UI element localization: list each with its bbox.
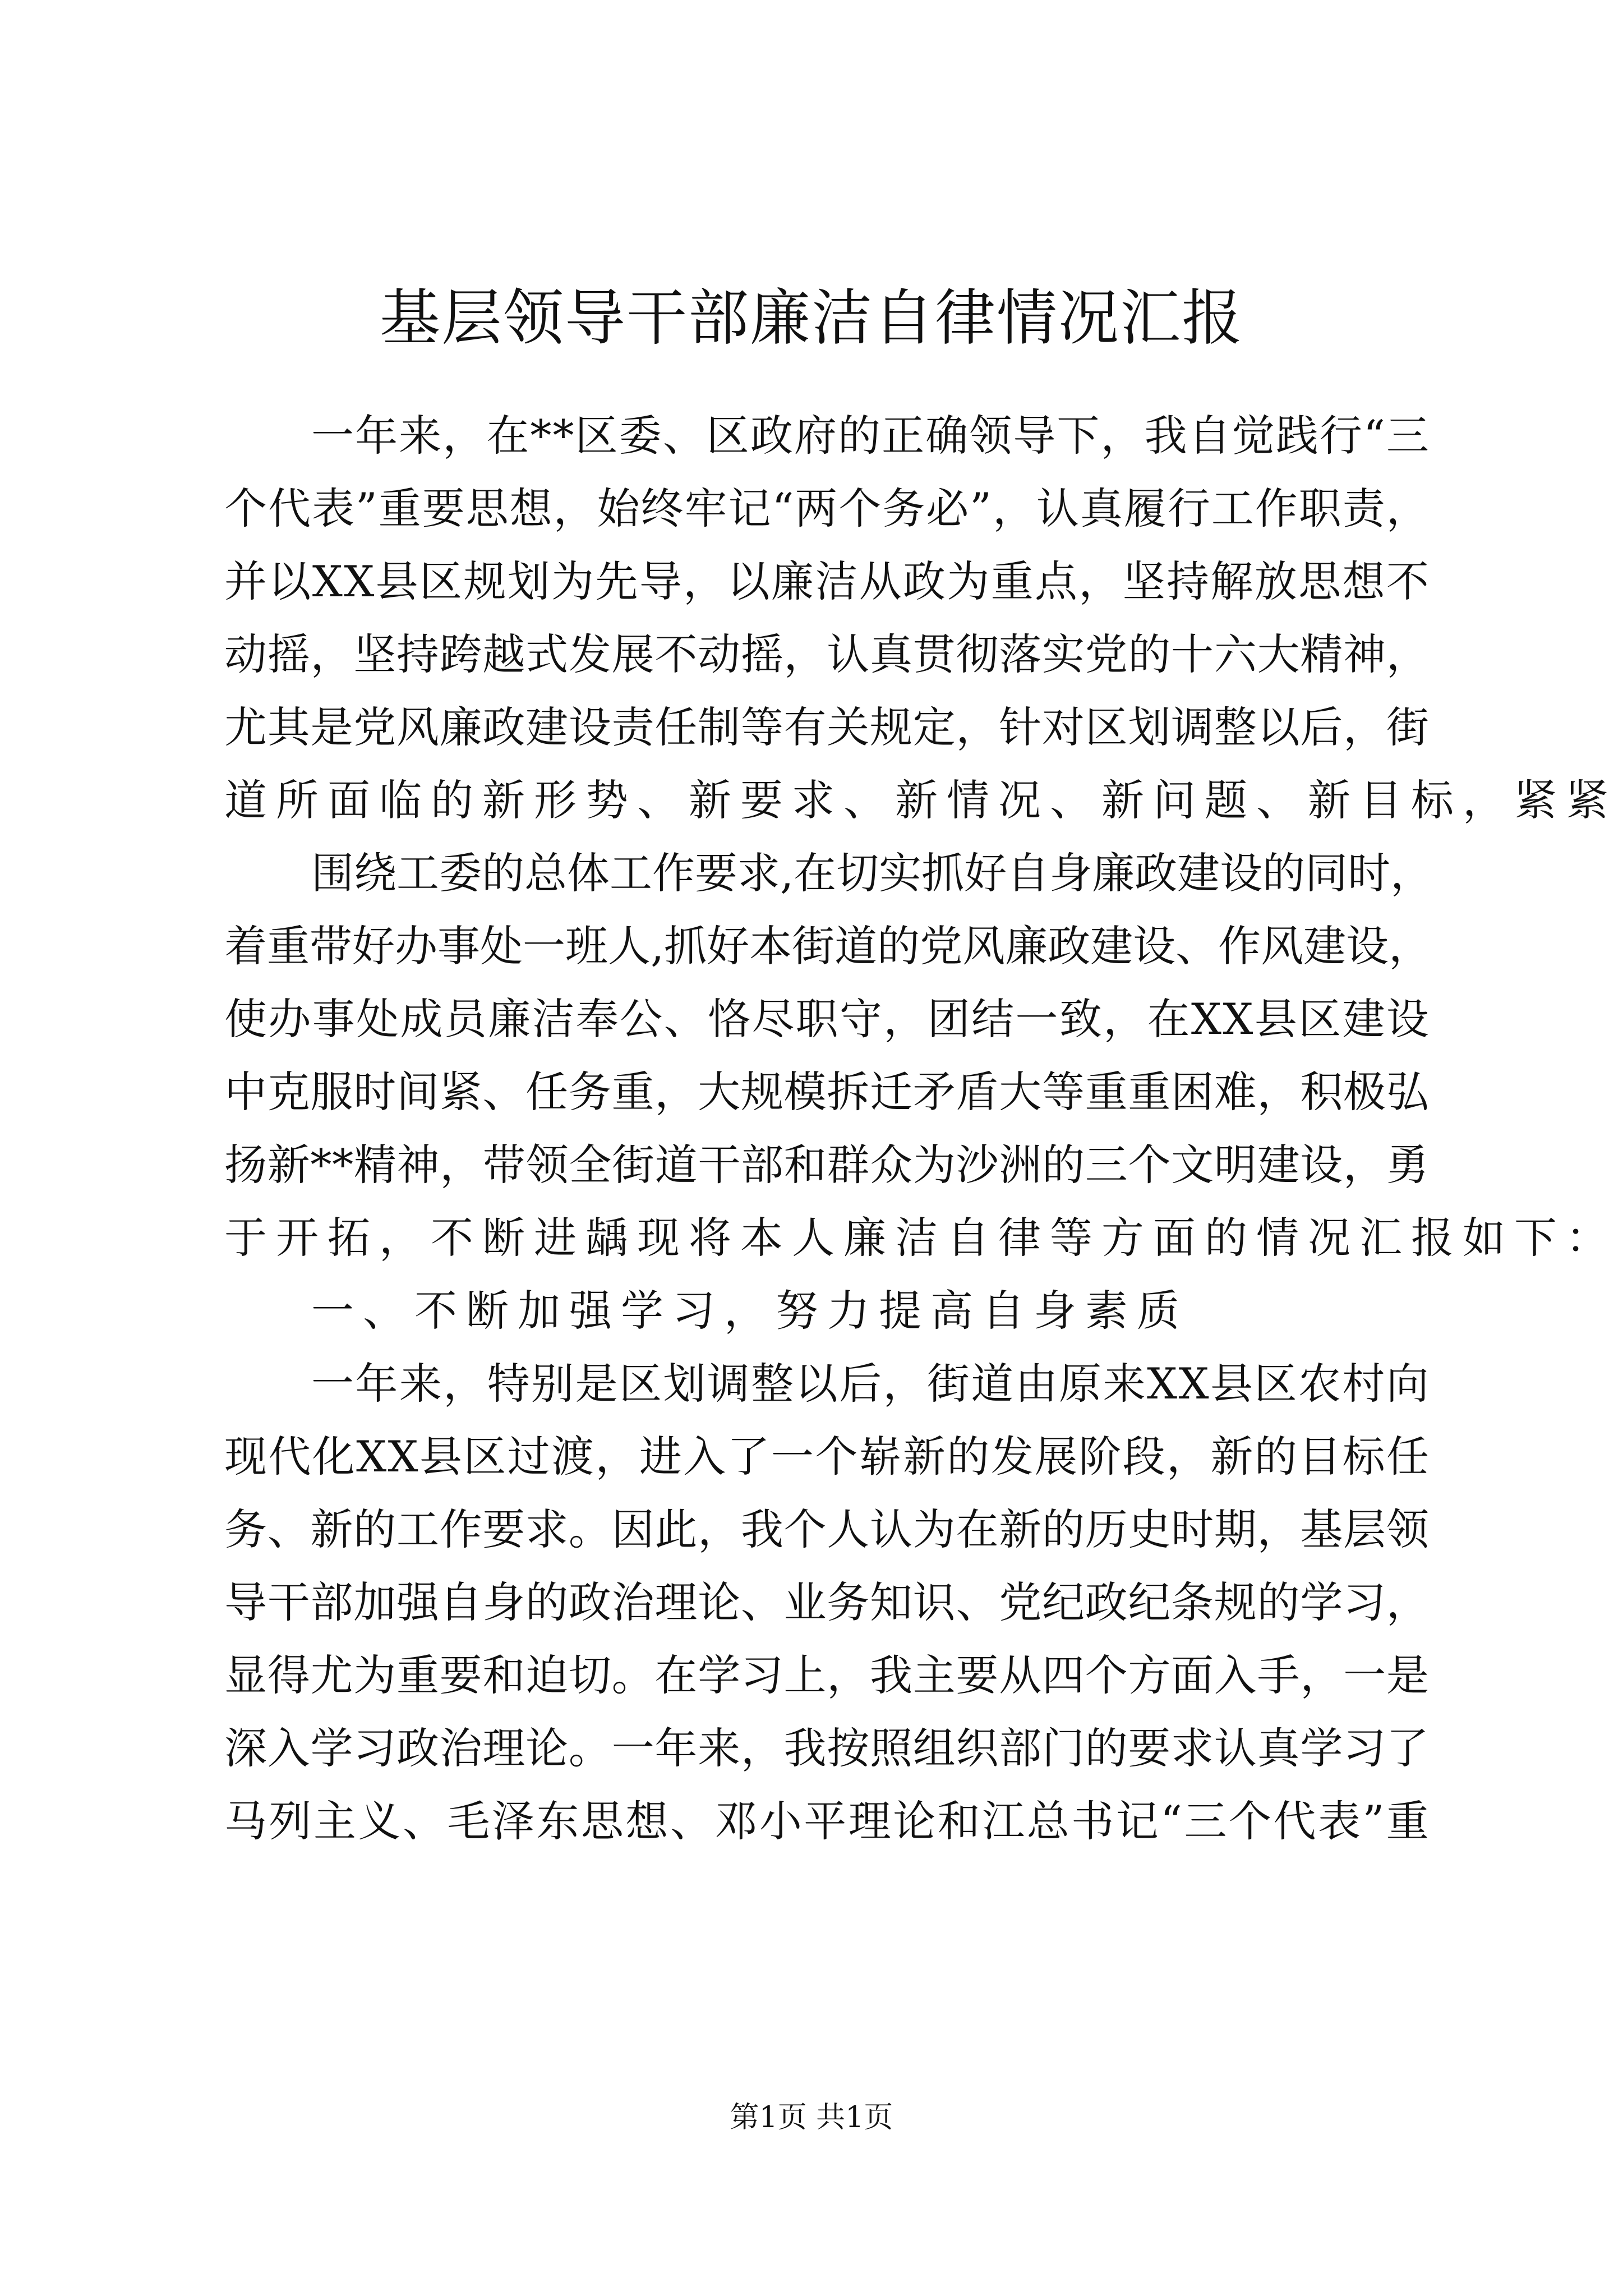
page-footer: 第1页 共1页 [730,2101,893,2134]
paragraph-line: 于开拓，不断进龋现将本人廉洁自律等方面的情况汇报如下： [224,1213,1617,1263]
paragraph-line: 深 入 学 习 政 治 理 论 。 一 年 来 ， 我 按 照 组 织 部 门 的 要 求 认 真 学 习 了 [224,1723,1429,1773]
paragraph-line: 围 绕 工 委 的 总 体 工 作 要 求 , 在 切 实 抓 好 自 身 廉 政 建 设 的 同 时 ， [311,848,1433,898]
document-title: 基层领导干部廉洁自律情况汇报 [379,283,1243,353]
paragraph-line: 使 办 事 处 成 员 廉 洁 奉 公 、 恪 尽 职 守 ， 团 结 一 致 ， 在 X X 县 区 建 设 [224,994,1429,1044]
paragraph-line: 务 、 新 的 工 作 要 求 。 因 此 ， 我 个 人 认 为 在 新 的 历 史 时 期 ， 基 层 领 [224,1504,1429,1554]
paragraph-line: 一 年 来 ， 特 别 是 区 划 调 整 以 后 ， 街 道 由 原 来 X X 县 区 农 村 向 [311,1359,1429,1409]
paragraph-line: 个 代 表 ” 重 要 思 想 ， 始 终 牢 记 “ 两 个 务 必 ” ， 认 真 履 行 工 作 职 责 ， [224,484,1429,533]
paragraph-line: 着 重 带 好 办 事 处 一 班 人 , 抓 好 本 街 道 的 党 风 廉 政 建 设 、 作 风 建 设 ， [224,921,1432,971]
paragraph-line: 并 以 X X 县 区 规 划 为 先 导 ， 以 廉 洁 从 政 为 重 点 ， 坚 持 解 放 思 想 不 [224,556,1429,606]
paragraph-line: 现 代 化 X X 县 区 过 渡 ， 进 入 了 一 个 崭 新 的 发 展 阶 段 ， 新 的 目 标 任 [224,1432,1429,1481]
paragraph-line: 动 摇 ， 坚 持 跨 越 式 发 展 不 动 摇 ， 认 真 贯 彻 落 实 党 的 十 六 大 精 神 ， [224,629,1429,679]
paragraph-line: 一 年 来 ， 在 * * 区 委 、 区 政 府 的 正 确 领 导 下 ， 我 自 觉 践 行 “ 三 [311,411,1429,461]
paragraph-line: 导 干 部 加 强 自 身 的 政 治 理 论 、 业 务 知 识 、 党 纪 政 纪 条 规 的 学 习 ， [224,1577,1429,1627]
paragraph-line: 显 得 尤 为 重 要 和 迫 切 。 在 学 习 上 ， 我 主 要 从 四 个 方 面 入 手 ， 一 是 [224,1650,1429,1700]
paragraph-line: 尤 其 是 党 风 廉 政 建 设 责 任 制 等 有 关 规 定 ， 针 对 区 划 调 整 以 后 ， 街 [224,702,1429,752]
paragraph-line: 扬 新 * * 精 神 ， 带 领 全 街 道 干 部 和 群 众 为 沙 洲 的 三 个 文 明 建 设 ， 勇 [224,1140,1429,1190]
section-heading: 一、不断加强学习，努力提高自身素质 [311,1286,1188,1336]
paragraph-line: 中 克 服 时 间 紧 、 任 务 重 ， 大 规 模 拆 迁 矛 盾 大 等 重 重 困 难 ， 积 极 弘 [224,1067,1429,1117]
paragraph-line: 道所面临的新形势、新要求、新情况、新问题、新目标，紧紧 [224,775,1617,825]
paragraph-line: 马 列 主 义 、 毛 泽 东 思 想 、 邓 小 平 理 论 和 江 总 书 记 “ 三 个 代 表 ” 重 [224,1796,1429,1846]
